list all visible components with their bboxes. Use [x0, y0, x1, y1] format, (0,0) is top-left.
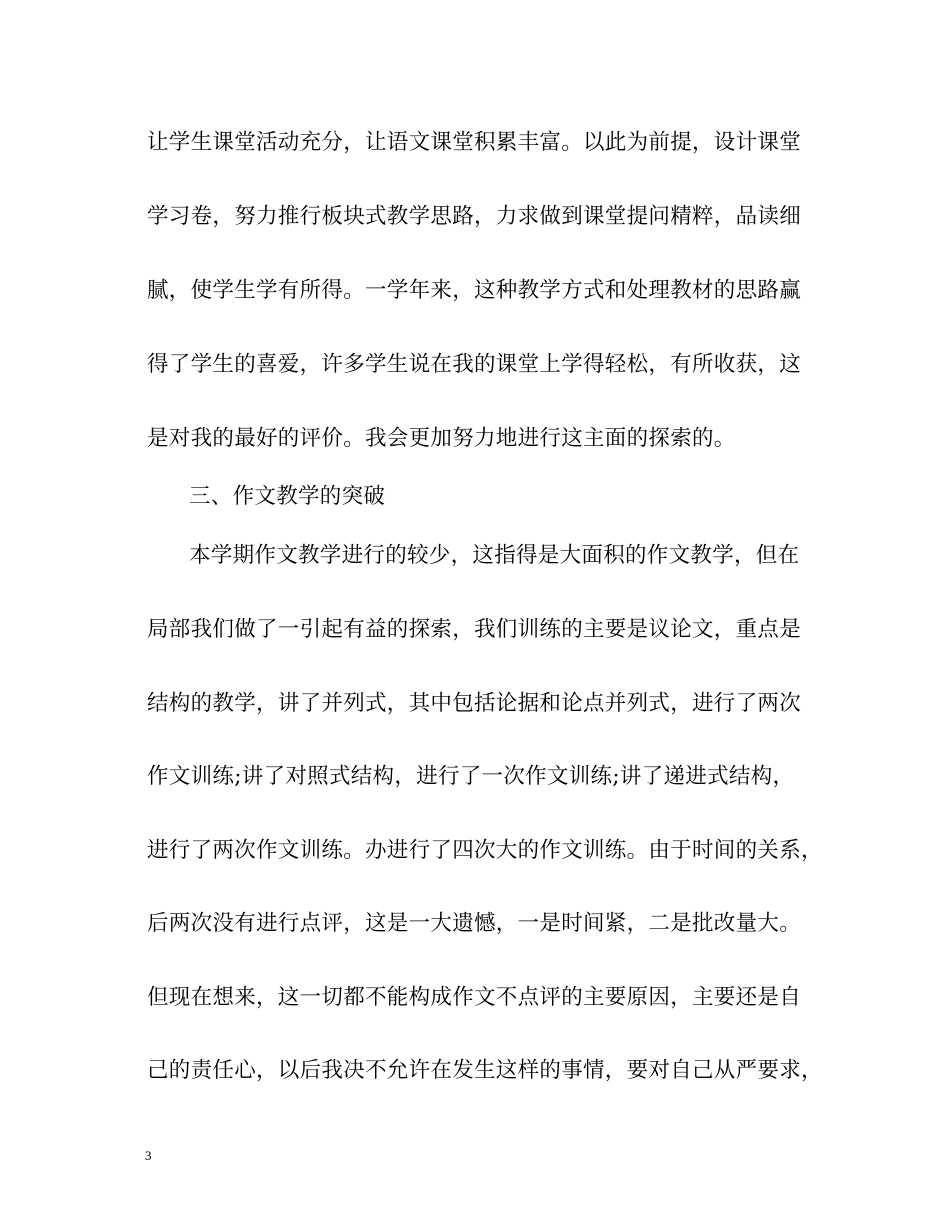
- paragraph-line: 己的责任心，以后我决不允许在发生这样的事情，要对自己从严要求，: [147, 1058, 823, 1083]
- paragraph-line: 本学期作文教学进行的较少，这指得是大面积的作文教学，但在: [189, 543, 800, 568]
- section-heading: 三、作文教学的突破: [189, 484, 386, 509]
- paragraph-line: 局部我们做了一引起有益的探索，我们训练的主要是议论文，重点是: [147, 617, 802, 642]
- paragraph-line: 结构的教学，讲了并列式，其中包括论据和论点并列式，进行了两次: [147, 691, 802, 716]
- paragraph-line: 作文训练;讲了对照式结构，进行了一次作文训练;讲了递进式结构，: [147, 764, 795, 789]
- paragraph-line: 是对我的最好的评价。我会更加努力地进行这主面的探索的。: [147, 426, 736, 451]
- paragraph-line: 但现在想来，这一切都不能构成作文不点评的主要原因，主要还是自: [147, 985, 802, 1010]
- paragraph-line: 得了学生的喜爱，许多学生说在我的课堂上学得轻松，有所收获，这: [147, 352, 802, 377]
- page-number: 3: [145, 1148, 152, 1163]
- paragraph-line: 进行了两次作文训练。办进行了四次大的作文训练。由于时间的关系，: [147, 838, 823, 863]
- paragraph-line: 让学生课堂活动充分，让语文课堂积累丰富。以此为前提，设计课堂: [147, 130, 802, 155]
- paragraph-line: 腻，使学生学有所得。一学年来，这种教学方式和处理教材的思路赢: [147, 278, 802, 303]
- paragraph-line: 后两次没有进行点评，这是一大遗憾，一是时间紧，二是批改量大。: [147, 911, 802, 936]
- paragraph-line: 学习卷，努力推行板块式教学思路，力求做到课堂提问精粹，品读细: [147, 204, 802, 229]
